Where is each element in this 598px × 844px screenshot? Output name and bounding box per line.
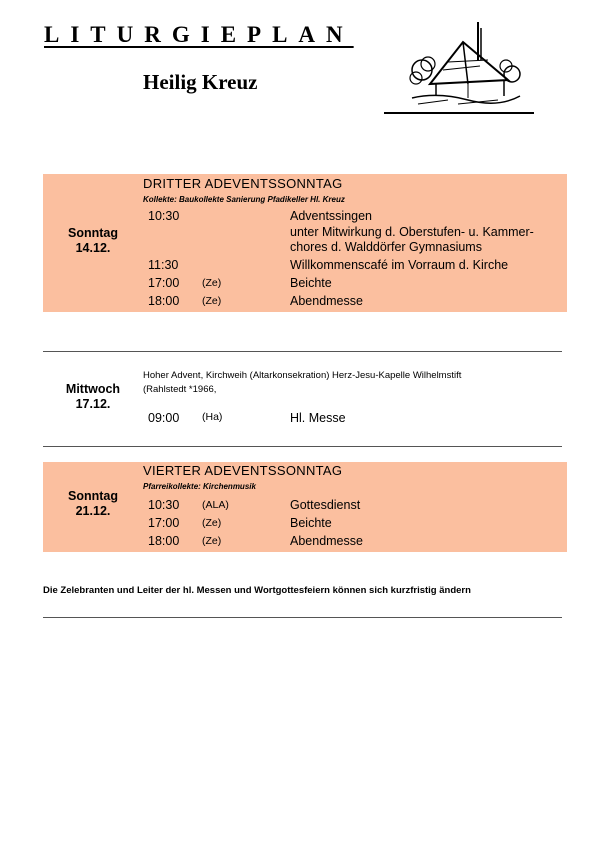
entry-celebrant: (Ha) — [202, 411, 223, 423]
divider — [43, 617, 562, 618]
parish-name: Heilig Kreuz — [143, 70, 258, 94]
entry-time: 17:00 — [148, 276, 180, 290]
sunday-1-heading: DRITTER ADEVENTSSONNTAG — [143, 176, 343, 191]
entry-desc: chores d. Walddörfer Gymnasiums — [290, 240, 482, 254]
entry-desc: Gottesdienst — [290, 498, 361, 512]
entry-time: 10:30 — [148, 498, 180, 512]
sunday-1-day: Sonntag 14.12. — [68, 226, 118, 255]
entry-desc: Beichte — [290, 516, 332, 530]
church-logo-icon — [408, 20, 522, 106]
wednesday-note: (Rahlstedt *1966, — [143, 384, 217, 395]
entry-desc: Beichte — [290, 276, 332, 290]
entry-celebrant: (Ze) — [202, 517, 222, 529]
entry-desc: Hl. Messe — [290, 411, 346, 425]
wednesday-note: Hoher Advent, Kirchweih (Altarkonsekration) Herz-Jesu-Kapelle Wilhelmstift — [143, 370, 462, 381]
sunday-2-collection: Pfarreikollekte: Kirchenmusik — [143, 482, 256, 491]
entry-desc: Adventssingen — [290, 209, 373, 223]
divider — [43, 351, 562, 352]
entry-desc: Abendmesse — [290, 534, 363, 548]
entry-time: 17:00 — [148, 516, 180, 530]
header-underline — [384, 112, 534, 114]
footnote: Die Zelebranten und Leiter der hl. Messen und Wortgottesfeiern können sich kurzfristig ändern — [43, 585, 471, 596]
entry-desc: unter Mitwirkung d. Oberstufen- u. Kammer- — [290, 225, 534, 239]
entry-time: 18:00 — [148, 534, 180, 548]
entry-time: 11:30 — [148, 258, 179, 272]
divider — [43, 446, 562, 447]
entry-celebrant: (Ze) — [202, 277, 222, 289]
sunday-2-day: Sonntag 21.12. — [68, 489, 118, 518]
wednesday-day: Mittwoch 17.12. — [65, 382, 121, 411]
page-title: LITURGIEPLAN — [44, 22, 354, 47]
entry-time: 09:00 — [148, 411, 180, 425]
entry-desc: Willkommenscafé im Vorraum d. Kirche — [290, 258, 509, 272]
entry-time: 18:00 — [148, 294, 180, 308]
entry-celebrant: (ALA) — [202, 499, 229, 511]
entry-celebrant: (Ze) — [202, 295, 222, 307]
sunday-1-collection: Kollekte: Baukollekte Sanierung Pfadikeller Hl. Kreuz — [143, 195, 345, 204]
entry-time: 10:30 — [148, 209, 180, 223]
entry-desc: Abendmesse — [290, 294, 363, 308]
entry-celebrant: (Ze) — [202, 535, 222, 547]
sunday-2-heading: VIERTER ADEVENTSSONNTAG — [143, 463, 343, 478]
